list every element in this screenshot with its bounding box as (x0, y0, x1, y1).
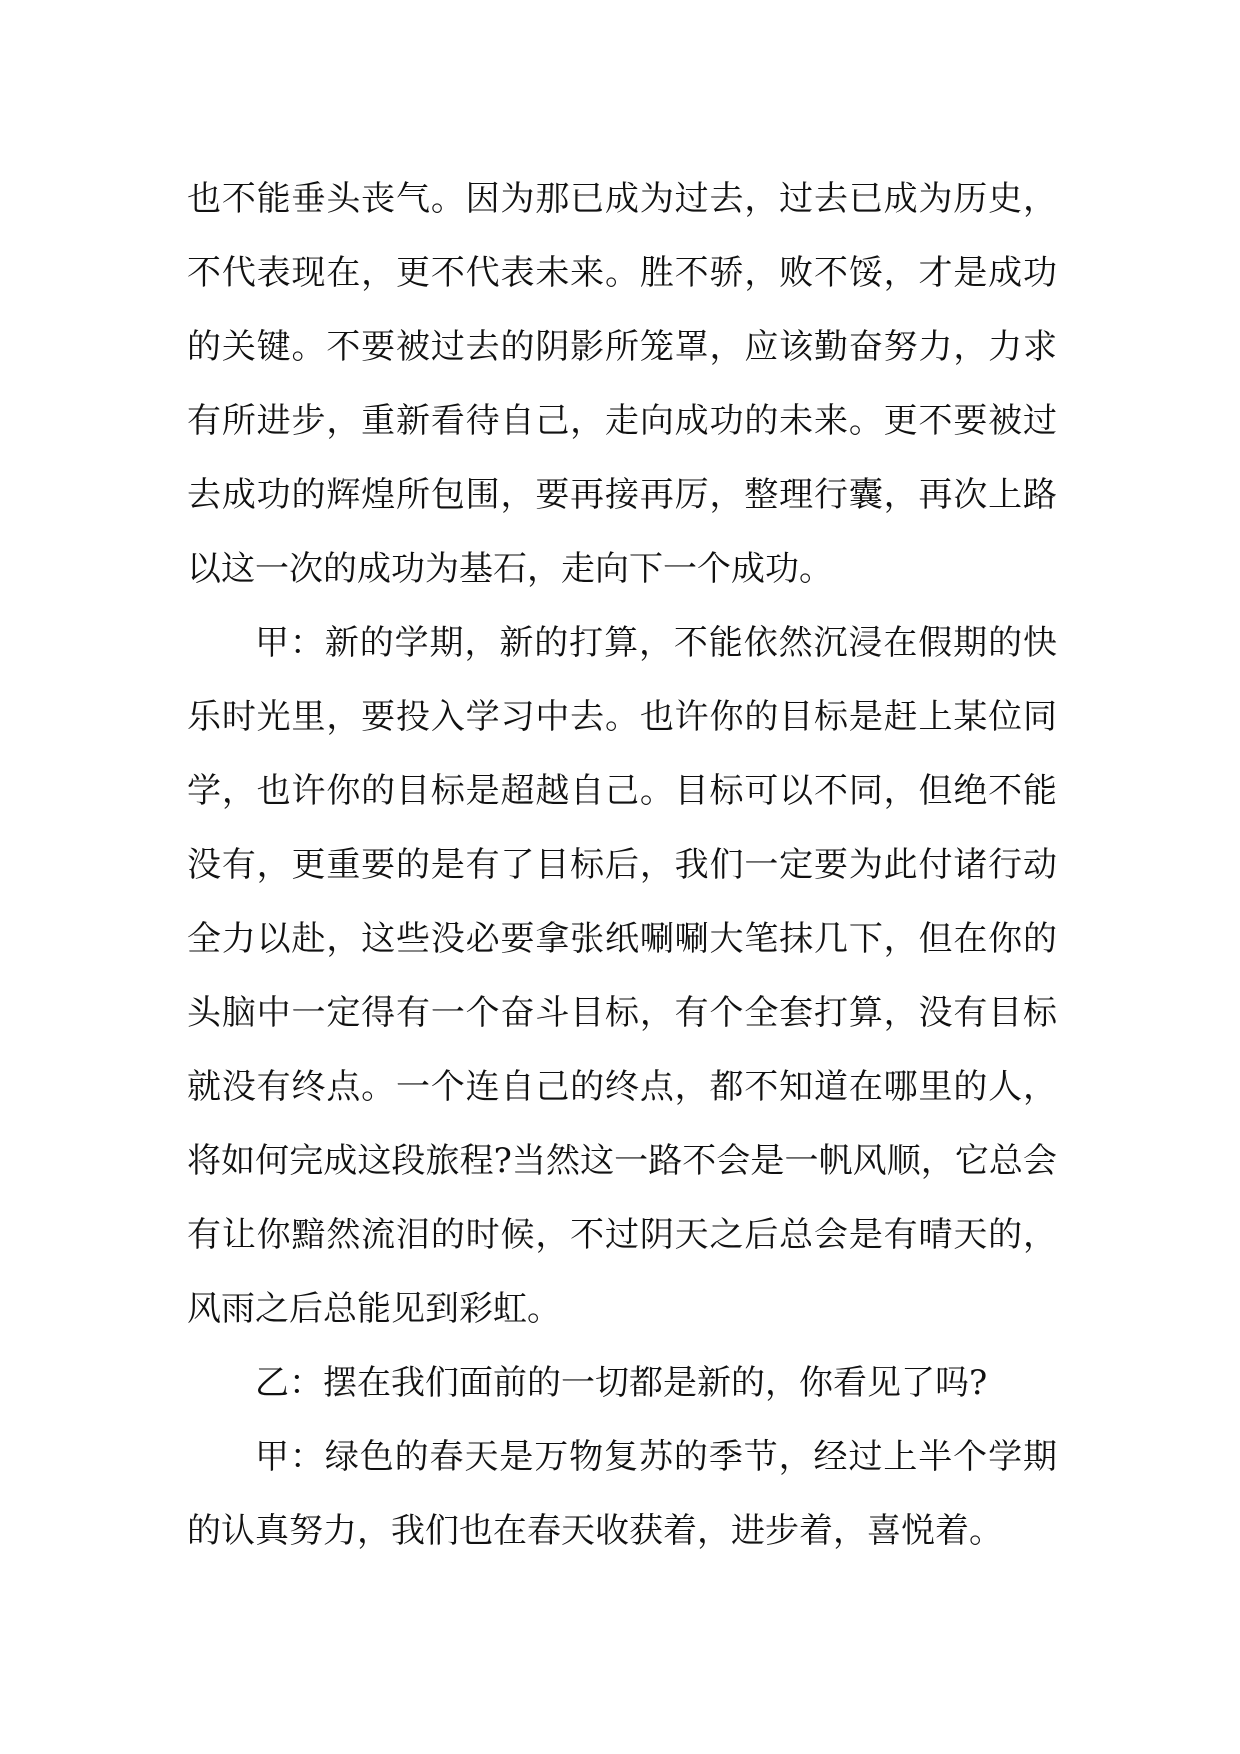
text-line: 全力以赴，这些没必要拿张纸唰唰大笔抹几下，但在你的 (187, 919, 1057, 959)
paragraph-2 (187, 606, 1057, 1346)
text-line: 头脑中一定得有一个奋斗目标，有个全套打算，没有目标 (187, 993, 1057, 1033)
text-line: 去成功的辉煌所包围，要再接再厉，整理行囊，再次上路 (187, 475, 1057, 515)
text-line: 有让你黯然流泪的时候，不过阴天之后总会是有晴天的， (187, 1215, 1057, 1255)
text-line: 将如何完成这段旅程?当然这一路不会是一帆风顺，它总会 (187, 1141, 1057, 1181)
text-line: 以这一次的成功为基石，走向下一个成功。 (187, 549, 833, 589)
text-line: 也不能垂头丧气。因为那已成为过去，过去已成为历史， (187, 179, 1057, 219)
text-line: 甲：绿色的春天是万物复苏的季节，经过上半个学期 (255, 1437, 1057, 1477)
text-line: 就没有终点。一个连自己的终点，都不知道在哪里的人， (187, 1067, 1057, 1107)
text-line: 乐时光里，要投入学习中去。也许你的目标是赶上某位同 (187, 697, 1057, 737)
text-line: 有所进步，重新看待自己，走向成功的未来。更不要被过 (187, 401, 1057, 441)
paragraph-3 (187, 1346, 1057, 1420)
paragraph-4 (187, 1420, 1057, 1568)
text-line: 乙：摆在我们面前的一切都是新的，你看见了吗? (255, 1363, 988, 1403)
text-line: 没有，更重要的是有了目标后，我们一定要为此付诸行动 (187, 845, 1057, 885)
paragraph-1 (187, 162, 1057, 606)
text-line: 不代表现在，更不代表未来。胜不骄，败不馁，才是成功 (187, 253, 1057, 293)
text-line: 学，也许你的目标是超越自己。目标可以不同，但绝不能 (187, 771, 1057, 811)
text-line: 风雨之后总能见到彩虹。 (187, 1289, 561, 1329)
text-line: 甲：新的学期，新的打算，不能依然沉浸在假期的快 (255, 623, 1057, 663)
text-line: 的认真努力，我们也在春天收获着，进步着，喜悦着。 (187, 1511, 1003, 1551)
text-line: 的关键。不要被过去的阴影所笼罩，应该勤奋努力，力求 (187, 327, 1057, 367)
document-body (187, 162, 1057, 1568)
